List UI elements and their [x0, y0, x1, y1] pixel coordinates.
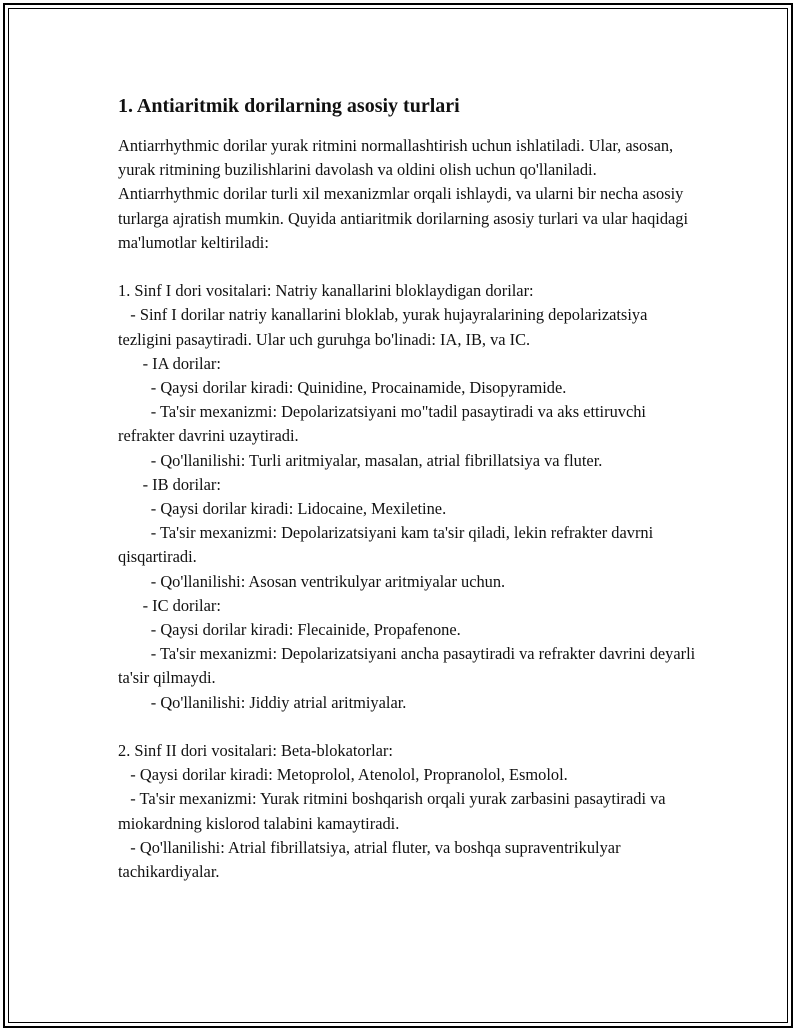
ic-label: - IC dorilar:: [118, 595, 221, 615]
ib-use: - Qo'llanilishi: Asosan ventrikulyar aritmiyalar uchun.: [118, 571, 506, 591]
document-body: [118, 92, 698, 884]
ib-mechanism: - Ta'sir mexanizmi: Depolarizatsiyani kam ta'sir qiladi, lekin refrakter davrni qisqartiradi.: [118, 523, 658, 567]
ib-label: - IB dorilar:: [118, 474, 221, 494]
section2-use: - Qo'llanilishi: Atrial fibrillatsiya, atrial fluter, va boshqa supraventrikulyar tachikardiyalar.: [118, 837, 625, 882]
ic-use: - Qo'llanilishi: Jiddiy atrial aritmiyalar.: [118, 692, 407, 712]
ia-use: - Qo'llanilishi: Turli aritmiyalar, masalan, atrial fibrillatsiya va fluter.: [118, 450, 603, 470]
ia-mechanism: - Ta'sir mexanizmi: Depolarizatsiyani mo"tadil pasaytiradi va aks ettiruvchi refrakter davrini uzaytiradi.: [118, 402, 651, 446]
section2-mechanism: - Ta'sir mexanizmi: Yurak ritmini boshqarish orqali yurak zarbasini pasaytiradi va miokardning kislorod talabini kamaytiradi.: [118, 789, 670, 833]
ic-drugs: - Qaysi dorilar kiradi: Flecainide, Propafenone.: [118, 620, 461, 640]
paragraph-gap: [118, 255, 698, 279]
section1-heading: 1. Sinf I dori vositalari: Natriy kanallarini bloklaydigan dorilar:: [118, 281, 534, 301]
ib-drugs: - Qaysi dorilar kiradi: Lidocaine, Mexiletine.: [118, 499, 447, 519]
ic-mechanism: - Ta'sir mexanizmi: Depolarizatsiyani ancha pasaytiradi va refrakter davrini deyarli ta'sir qilmaydi.: [118, 644, 700, 688]
section2-drugs: - Qaysi dorilar kiradi: Metoprolol, Atenolol, Propranolol, Esmolol.: [118, 765, 568, 785]
ia-label: - IA dorilar:: [118, 353, 221, 373]
section2-heading: 2. Sinf II dori vositalari: Beta-blokatorlar:: [118, 741, 393, 761]
intro-paragraph: Antiarrhythmic dorilar yurak ritmini normallashtirish uchun ishlatiladi. Ular, asosan, yurak ritmining buzilishlarini davolash va oldini olish uchun qo'llaniladi. Antiarrhythmic dorilar turli xil mexanizmlar orqali ishlaydi, va ularni bir necha asosiy turlarga ajratish mumkin. Quyida antiaritmik dorilarning asosiy turlari va ular haqidagi ma'lumotlar keltiriladi:: [118, 136, 689, 252]
document-title: 1. Antiaritmik dorilarning asosiy turlari: [118, 95, 460, 117]
ia-drugs: - Qaysi dorilar kiradi: Quinidine, Procainamide, Disopyramide.: [118, 378, 567, 398]
section1-description: - Sinf I dorilar natriy kanallarini bloklab, yurak hujayralarining depolarizatsiya tezligini pasaytiradi. Ular uch guruhga bo'linadi: IA, IB, va IC.: [118, 305, 652, 349]
section-gap: [118, 715, 698, 739]
